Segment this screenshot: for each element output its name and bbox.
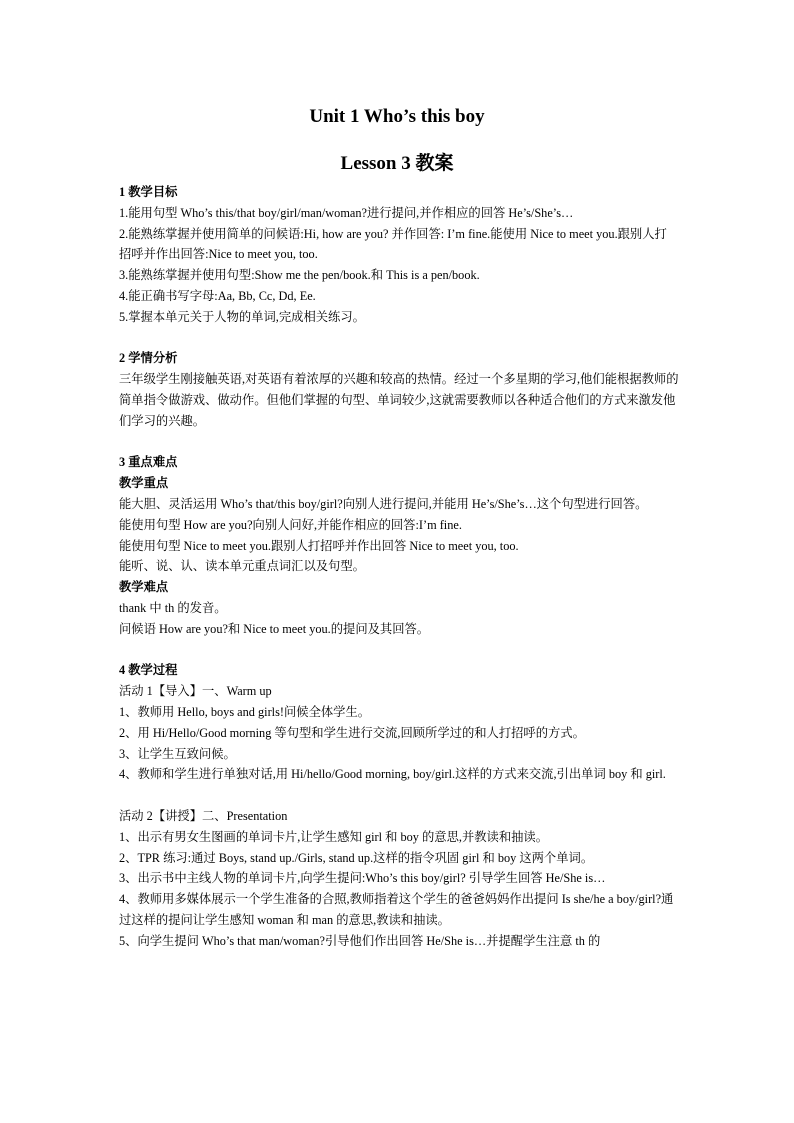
difficulty-item: 问候语 How are you?和 Nice to meet you.的提问及其回答。: [119, 621, 430, 636]
objective-item: 1.能用句型 Who’s this/that boy/girl/man/woman?进行提问,并作相应的回答 He’s/She’s…: [119, 205, 574, 220]
key-point-item: 能听、说、认、读本单元重点词汇以及句型。: [119, 559, 365, 574]
subheading-key-points: 教学重点: [119, 476, 169, 491]
activity-title: 活动 1【导入】一、Warm up: [119, 684, 272, 699]
activity-step: 4、教师用多媒体展示一个学生准备的合照,教师指着这个学生的爸爸妈妈作出提问 Is she/he a boy/girl?通过这样的提问让学生感知 woman 和 man 的意思,教读和抽读。: [119, 892, 674, 927]
objective-item: 2.能熟练掌握并使用简单的问候语:Hi, how are you? 并作回答: I’m fine.能使用 Nice to meet you.跟别人打招呼并作出回答:Nice to meet you, too.: [119, 226, 667, 262]
document-title: Unit 1 Who’s this boy: [309, 106, 485, 127]
spacer: [119, 432, 679, 453]
document-subtitle: Lesson 3 教案: [340, 153, 454, 174]
analysis-paragraph: 三年级学生刚接触英语,对英语有着浓厚的兴趣和较高的热情。经过一个多星期的学习,他们能根据教师的简单指令做游戏、做动作。但他们掌握的句型、单词较少,这就需要教师以各种适合他们的方式来激发他们学习的兴趣。: [119, 372, 679, 428]
section-heading-analysis: 2 学情分析: [119, 351, 178, 366]
activity-step: 1、教师用 Hello, boys and girls!问候全体学生。: [119, 704, 371, 719]
activity-step: 2、TPR 练习:通过 Boys, stand up./Girls, stand up.这样的指令巩固 girl 和 boy 这两个单词。: [119, 850, 594, 865]
spacer: [119, 785, 679, 806]
section-heading-key-points: 3 重点难点: [119, 455, 178, 470]
spacer: [119, 640, 679, 661]
section-heading-process: 4 教学过程: [119, 663, 178, 678]
key-point-item: 能大胆、灵活运用 Who’s that/this boy/girl?向别人进行提问,并能用 He’s/She’s…这个句型进行回答。: [119, 496, 648, 511]
section-heading-objectives: 1 教学目标: [119, 185, 178, 199]
activity-step: 3、让学生互致问候。: [119, 746, 236, 761]
objective-item: 3.能熟练掌握并使用句型:Show me the pen/book.和 This is a pen/book.: [119, 268, 480, 283]
activity-step: 1、出示有男女生图画的单词卡片,让学生感知 girl 和 boy 的意思,并教读和抽读。: [119, 829, 549, 844]
activity-step: 5、向学生提问 Who’s that man/woman?引导他们作出回答 He/She is…并提醒学生注意 th 的: [119, 933, 601, 948]
key-point-item: 能使用句型 Nice to meet you.跟别人打招呼并作出回答 Nice to meet you, too.: [119, 538, 519, 553]
document-body: [119, 182, 679, 951]
activity-step: 2、用 Hi/Hello/Good morning 等句型和学生进行交流,回顾所学过的和人打招呼的方式。: [119, 725, 585, 740]
key-point-item: 能使用句型 How are you?向别人问好,并能作相应的回答:I’m fine.: [119, 517, 462, 532]
difficulty-item: thank 中 th 的发音。: [119, 600, 227, 615]
activity-title: 活动 2【讲授】二、Presentation: [119, 808, 288, 823]
spacer: [119, 328, 679, 349]
subheading-difficulties: 教学难点: [119, 580, 169, 595]
objective-item: 5.掌握本单元关于人物的单词,完成相关练习。: [119, 309, 365, 324]
activity-step: 3、出示书中主线人物的单词卡片,向学生提问:Who’s this boy/girl? 引导学生回答 He/She is…: [119, 871, 606, 886]
objective-item: 4.能正确书写字母:Aa, Bb, Cc, Dd, Ee.: [119, 288, 316, 303]
activity-step: 4、教师和学生进行单独对话,用 Hi/hello/Good morning, boy/girl.这样的方式来交流,引出单词 boy 和 girl.: [119, 767, 666, 782]
